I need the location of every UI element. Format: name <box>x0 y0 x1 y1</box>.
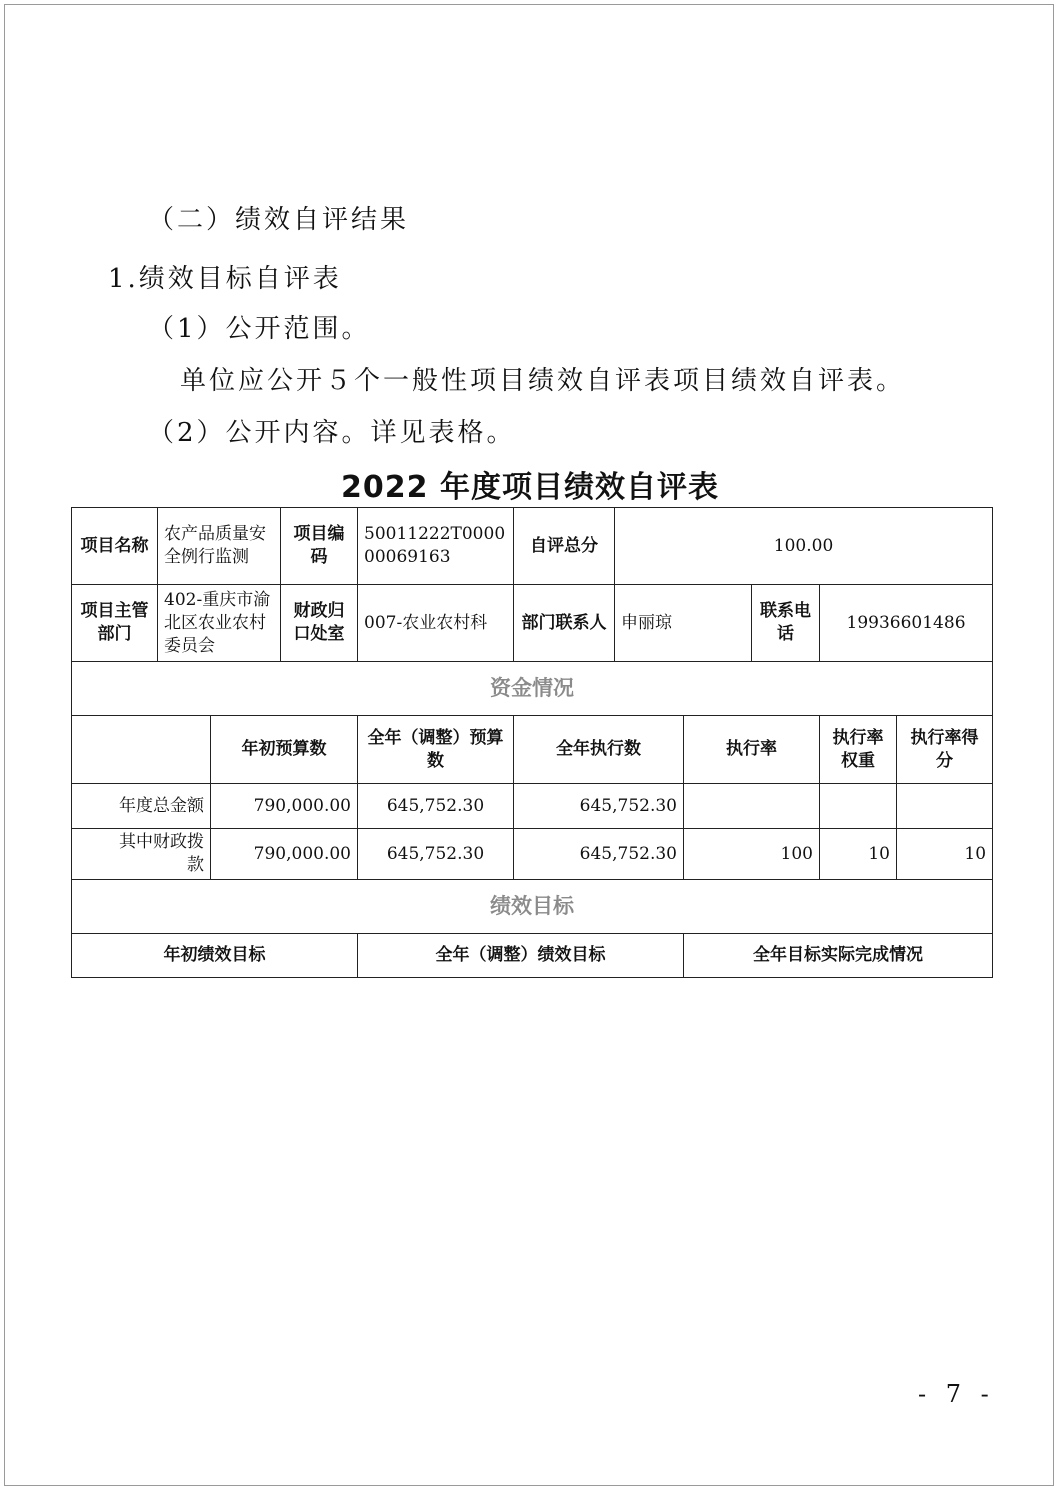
finance-label: 财政归口处室 <box>281 585 358 662</box>
scope-paragraph: 单位应公开５个一般性项目绩效自评表项目绩效自评表。 <box>180 366 906 396</box>
funds-header-cell: 全年（调整）预算数 <box>358 716 514 784</box>
funds-header-cell: 执行率权重 <box>820 716 897 784</box>
table-title: 2022 年度项目绩效自评表 <box>341 470 719 505</box>
dept-label: 项目主管部门 <box>72 585 158 662</box>
table-row <box>72 880 993 934</box>
funds-header-cell: 执行率 <box>684 716 820 784</box>
funds-cell: 645,752.30 <box>514 829 684 880</box>
contact: 申丽琼 <box>615 585 752 662</box>
self-score: 100.00 <box>615 508 993 585</box>
section-heading: （二）绩效自评结果 <box>148 205 410 235</box>
funds-cell <box>684 784 820 829</box>
funds-cell: 645,752.30 <box>358 784 514 829</box>
project-code: 50011222T000000069163 <box>358 508 514 585</box>
table-row <box>72 784 993 829</box>
goals-header-cell: 全年（调整）绩效目标 <box>358 934 684 978</box>
funds-cell <box>820 784 897 829</box>
funds-header-cell: 执行率得分 <box>897 716 993 784</box>
finance: 007-农业农村科 <box>358 585 514 662</box>
self-score-label: 自评总分 <box>514 508 615 585</box>
project-name: 农产品质量安全例行监测 <box>158 508 281 585</box>
table-row <box>72 585 993 662</box>
funds-cell: 100 <box>684 829 820 880</box>
goals-header-cell: 全年目标实际完成情况 <box>684 934 993 978</box>
project-name-label: 项目名称 <box>72 508 158 585</box>
funds-cell: 645,752.30 <box>514 784 684 829</box>
table-row <box>72 716 993 784</box>
phone: 19936601486 <box>820 585 993 662</box>
goals-section-title: 绩效目标 <box>72 880 993 934</box>
dept: 402-重庆市渝北区农业农村委员会 <box>158 585 281 662</box>
page-number: - 7 - <box>918 1380 995 1408</box>
funds-header-cell <box>72 716 211 784</box>
funds-cell: 10 <box>897 829 993 880</box>
funds-section-title: 资金情况 <box>72 662 993 716</box>
funds-cell: 年度总金额 <box>72 784 211 829</box>
funds-header-cell: 全年执行数 <box>514 716 684 784</box>
funds-cell <box>897 784 993 829</box>
phone-label: 联系电话 <box>752 585 820 662</box>
funds-cell: 790,000.00 <box>211 784 358 829</box>
project-code-label: 项目编码 <box>281 508 358 585</box>
funds-cell: 790,000.00 <box>211 829 358 880</box>
table-row <box>72 508 993 585</box>
table-row <box>72 662 993 716</box>
sub-heading: 1.绩效目标自评表 <box>108 264 342 294</box>
goals-header-cell: 年初绩效目标 <box>72 934 358 978</box>
funds-cell: 其中财政拨款 <box>72 829 211 880</box>
table-row <box>72 829 993 880</box>
item-content: （2）公开内容。详见表格。 <box>148 418 516 448</box>
table-row <box>72 934 993 978</box>
item-scope: （1）公开范围。 <box>148 314 371 344</box>
funds-cell: 10 <box>820 829 897 880</box>
funds-cell: 645,752.30 <box>358 829 514 880</box>
evaluation-table <box>71 507 993 978</box>
contact-label: 部门联系人 <box>514 585 615 662</box>
funds-header-cell: 年初预算数 <box>211 716 358 784</box>
